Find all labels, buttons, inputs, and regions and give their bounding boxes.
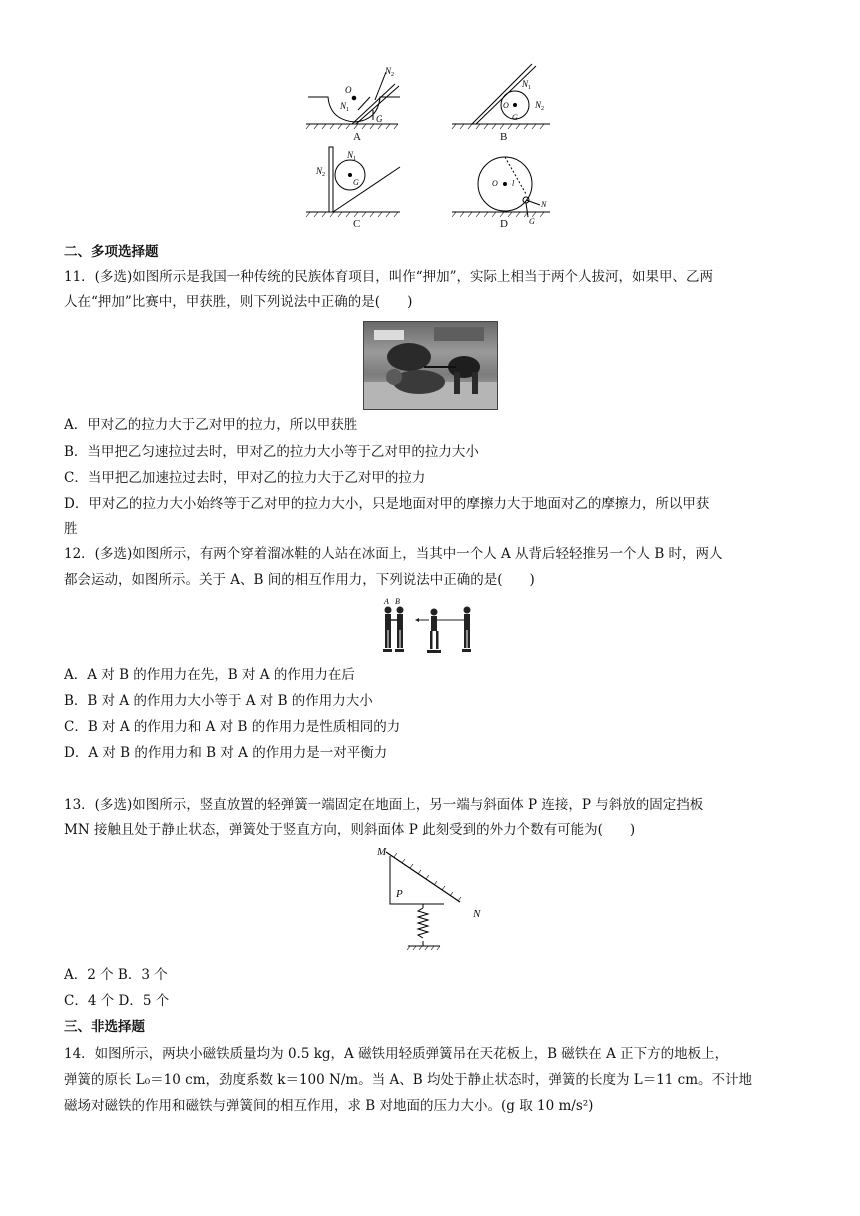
q13-option-cd: C．4 个 D．5 个 — [64, 993, 170, 1009]
q13-option-ab: A．2 个 B．3 个 — [64, 967, 168, 983]
figure-label-c: C — [353, 218, 361, 230]
svg-text:G: G — [376, 114, 383, 124]
svg-text:O: O — [503, 101, 509, 110]
svg-text:N: N — [340, 101, 347, 111]
q13-label-n: N — [473, 908, 481, 920]
q11-option-d-cont: 胜 — [64, 521, 78, 537]
svg-text:G: G — [353, 178, 359, 187]
svg-text:N: N — [316, 166, 323, 176]
q11-option-c: C．当甲把乙加速拉过去时，甲对乙的拉力大于乙对甲的拉力 — [64, 470, 426, 486]
svg-text:B: B — [395, 597, 400, 606]
svg-text:1: 1 — [346, 107, 349, 113]
q13-label-m: M — [377, 846, 387, 858]
q11-option-a: A．甲对乙的拉力大于乙对甲的拉力，所以甲获胜 — [64, 417, 358, 433]
svg-text:N: N — [385, 66, 392, 76]
q13-stem-line2: MN 接触且处于静止状态，弹簧处于竖直方向，则斜面体 P 此刻受到的外力个数有可能为( ) — [64, 822, 636, 838]
q14-stem-line2: 弹簧的原长 L₀＝10 cm，劲度系数 k＝100 N/m。当 A、B 均处于静止状态时，弹簧的长度为 L＝11 cm。不计地 — [64, 1072, 753, 1088]
q12-option-c: C．B 对 A 的作用力和 A 对 B 的作用力是性质相同的力 — [64, 719, 401, 735]
svg-text:A: A — [384, 597, 389, 606]
force-diagrams-figure — [300, 62, 560, 237]
figure-label-a: A — [353, 131, 361, 143]
svg-text:2: 2 — [541, 106, 544, 112]
q12-skaters-figure — [381, 596, 481, 660]
section-title-multiple-choice: 二、多项选择题 — [64, 244, 159, 260]
q11-photo-yajia — [363, 321, 498, 410]
svg-text:2: 2 — [391, 72, 394, 78]
svg-text:l: l — [512, 179, 515, 188]
diagram-d — [452, 157, 550, 217]
diagram-b — [452, 64, 550, 129]
svg-text:N: N — [522, 79, 529, 89]
svg-text:2: 2 — [322, 172, 325, 178]
q12-option-d: D．A 对 B 的作用力和 B 对 A 的作用力是一对平衡力 — [64, 745, 388, 761]
q12-option-a: A．A 对 B 的作用力在先，B 对 A 的作用力在后 — [64, 667, 355, 683]
svg-text:O: O — [492, 179, 498, 188]
figure-label-d: D — [500, 218, 508, 230]
q11-option-d: D．甲对乙的拉力大小始终等于乙对甲的拉力大小，只是地面对甲的摩擦力大于地面对乙的摩擦力，所以甲获 — [64, 496, 710, 512]
q11-option-b: B．当甲把乙匀速拉过去时，甲对乙的拉力大小等于乙对甲的拉力大小 — [64, 444, 479, 460]
q13-label-p: P — [396, 888, 403, 900]
q13-incline-spring-figure — [372, 842, 487, 957]
force-diagrams-svg — [300, 62, 560, 237]
q14-stem-line3: 磁场对磁铁的作用和磁铁与弹簧间的相互作用，求 B 对地面的压力大小。(g 取 10 m/s²) — [64, 1098, 594, 1114]
svg-text:O: O — [345, 85, 352, 95]
svg-text:N: N — [535, 100, 542, 110]
q12-option-b: B．B 对 A 的作用力大小等于 A 对 B 的作用力大小 — [64, 693, 373, 709]
q11-stem-line1: 11．(多选)如图所示是我国一种传统的民族体育项目，叫作“押加”，实际上相当于两个人拔河，如果甲、乙两 — [64, 269, 714, 285]
svg-text:N: N — [541, 200, 547, 209]
q13-stem-line1: 13．(多选)如图所示，竖直放置的轻弹簧一端固定在地面上，另一端与斜面体 P 连接，P 与斜放的固定挡板 — [64, 797, 704, 813]
svg-text:N: N — [347, 150, 354, 160]
svg-text:G: G — [512, 113, 518, 122]
svg-text:1: 1 — [528, 85, 531, 91]
svg-text:G: G — [529, 217, 535, 226]
q12-stem-line2: 都会运动，如图所示。关于 A、B 间的相互作用力，下列说法中正确的是( ) — [64, 572, 535, 588]
diagram-a — [306, 72, 400, 129]
q12-stem-line1: 12．(多选)如图所示，有两个穿着溜冰鞋的人站在冰面上，当其中一个人 A 从背后轻轻推另一个人 B 时，两人 — [64, 546, 723, 562]
q11-stem-line2: 人在“押加”比赛中，甲获胜，则下列说法中正确的是( ) — [64, 294, 413, 310]
figure-label-b: B — [500, 131, 508, 143]
section-title-non-choice: 三、非选择题 — [64, 1019, 145, 1035]
svg-text:1: 1 — [353, 156, 356, 162]
q14-stem-line1: 14．如图所示，两块小磁铁质量均为 0.5 kg，A 磁铁用轻质弹簧吊在天花板上，B 磁铁在 A 正下方的地板上， — [64, 1046, 729, 1062]
